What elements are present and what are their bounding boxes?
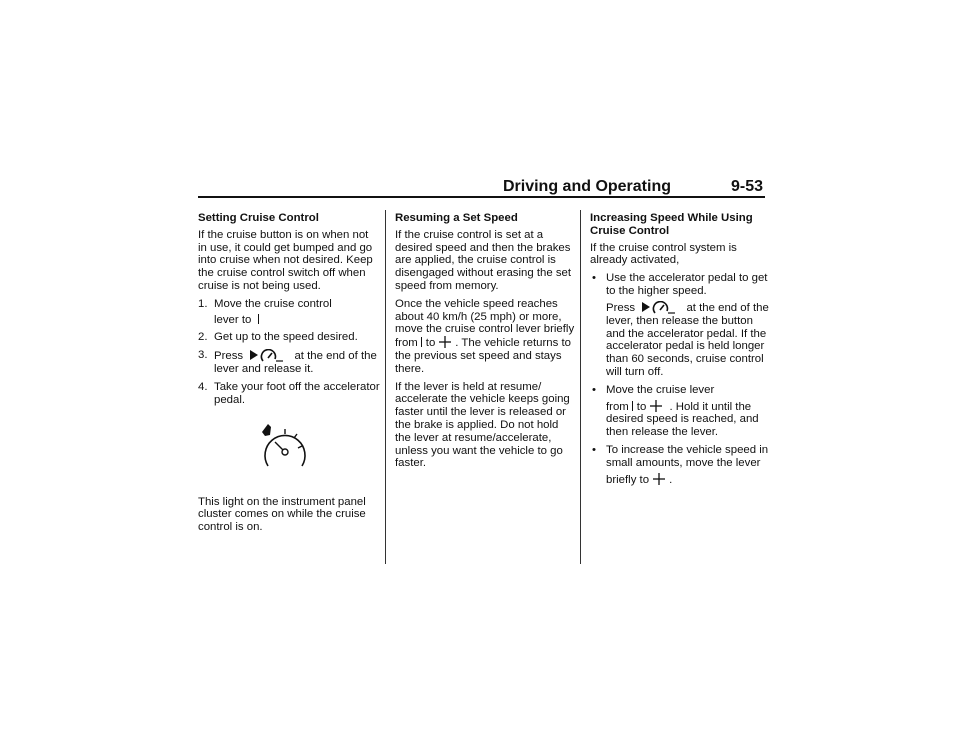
step-1 <box>198 298 380 327</box>
heading-setting-cruise: Setting Cruise Control <box>198 212 319 224</box>
bullet-icon: • <box>592 443 596 456</box>
heading-increasing-speed: Increasing Speed While Using Cruise Control <box>590 212 753 237</box>
bullet-text: To increase the vehicle speed in small amounts, move the lever <box>606 443 769 469</box>
bullet-text: from <box>606 400 629 413</box>
bullet-text: Press <box>606 301 636 314</box>
paragraph: If the cruise button is on when not in use, it could get bumped and go into cruise when not desired. Keep the cruise control switch off when cruise is not being used. <box>198 228 373 292</box>
heading-resuming-speed: Resuming a Set Speed <box>395 212 518 224</box>
lever-center-icon <box>421 337 422 347</box>
bullet-icon: • <box>592 272 596 285</box>
page-number: 9-53 <box>730 178 763 195</box>
bullet-text: . <box>669 473 673 486</box>
bullet-text: Move the cruise lever <box>606 383 715 396</box>
section-title: Driving and Operating <box>502 178 671 195</box>
step-4 <box>198 381 380 407</box>
step-number: 4. <box>198 380 208 393</box>
bullet-text: briefly to <box>606 473 650 486</box>
step-text: Take your foot off the accelerator pedal. <box>214 380 380 406</box>
bullet-text: . Hold it until the desired speed is reached, and then release the lever. <box>606 400 759 439</box>
cruise-indicator-figure <box>198 412 380 490</box>
step-text: Move the cruise control <box>214 297 332 310</box>
lever-center-icon <box>632 401 633 411</box>
step-text: Get up to the speed desired. <box>214 331 358 344</box>
set-button-icon <box>249 349 285 363</box>
paragraph-text: from <box>395 337 418 350</box>
step-number: 3. <box>198 349 208 362</box>
step-text: at the end of the lever and release it. <box>214 350 377 376</box>
resume-accel-icon <box>650 400 662 412</box>
bullet-item <box>590 444 770 486</box>
bullet-item <box>590 272 770 379</box>
resume-accel-icon <box>439 336 451 348</box>
set-button-icon <box>641 301 677 315</box>
step-2 <box>198 331 380 344</box>
paragraph <box>395 298 577 376</box>
header-rule <box>198 196 765 198</box>
resume-accel-icon <box>653 473 665 485</box>
bullet-text: to <box>636 400 647 413</box>
bullet-text: Use the accelerator pedal to get to the higher speed. <box>606 272 768 297</box>
bullet-icon: • <box>592 383 596 396</box>
step-3 <box>198 349 380 376</box>
paragraph: This light on the instrument panel cluster comes on while the cruise control is on. <box>198 495 366 534</box>
column-resuming-speed <box>395 212 577 475</box>
column-setting-cruise <box>198 212 380 539</box>
paragraph-text: . The vehicle returns to the previous set speed and stays there. <box>395 337 571 375</box>
column-divider <box>385 210 386 564</box>
bullet-item <box>590 384 770 439</box>
cruise-indicator-icon <box>260 422 310 472</box>
bullet-text: at the end of the lever, then release the button and the accelerator pedal. If the accelerator pedal is held longer than 60 seconds, cruise control will turn off. <box>606 301 769 378</box>
paragraph: If the cruise control is set at a desired speed and then the brakes are applied, the cruise control is disengaged without erasing the set speed from memory. <box>395 228 572 292</box>
step-number: 1. <box>198 297 208 310</box>
column-increasing-speed <box>590 212 770 491</box>
step-text: lever to <box>214 313 252 326</box>
paragraph-text: Once the vehicle speed reaches about 40 km/h (25 mph) or more, move the cruise control lever briefly <box>395 297 575 336</box>
paragraph: If the cruise control system is already activated, <box>590 241 737 267</box>
step-number: 2. <box>198 331 208 344</box>
paragraph: If the lever is held at resume/ accelerate the vehicle keeps going faster until the lever is released or the brake is applied. Do not hold the lever at resume/accelerate, unless you want the vehicle to go faster. <box>395 380 570 470</box>
lever-off-icon <box>258 314 259 324</box>
step-text: Press <box>214 350 244 363</box>
column-divider <box>580 210 581 564</box>
paragraph-text: to <box>425 337 436 350</box>
